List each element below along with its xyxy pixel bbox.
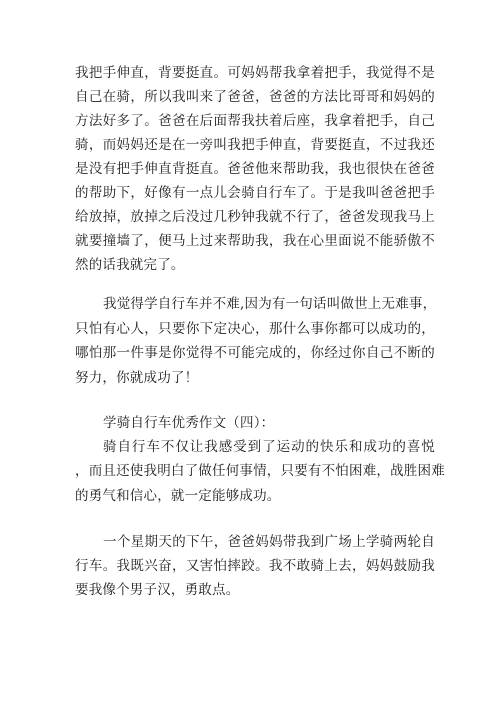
section-heading: 学骑自行车优秀作文（四）： — [103, 415, 275, 431]
paragraph-3-line: 骑自行车不仅让我感受到了运动的快乐和成功的喜悦 — [103, 439, 435, 455]
paragraph-3-line: ，而且还使我明白了做任何事情，只要有不怕困难，战胜困难 — [75, 463, 445, 479]
paragraph-1-line: 方法好多了。爸爸在后面帮我扶着后座，我拿着把手，自己 — [75, 113, 435, 129]
paragraph-4-line: 一个星期天的下午，爸爸妈妈带我到广场上学骑两轮自 — [103, 534, 435, 550]
paragraph-2-line: 只怕有心人，只要你下定决心，那什么事你都可以成功的， — [75, 321, 435, 337]
paragraph-1-line: 就要撞墙了，便马上过来帮助我，我在心里面说不能骄傲不 — [75, 233, 435, 249]
paragraph-1-line: 自己在骑，所以我叫来了爸爸，爸爸的方法比哥哥和妈妈的 — [75, 89, 435, 105]
paragraph-2-line: 我觉得学自行车并不难,因为有一句话叫做世上无难事， — [103, 296, 437, 312]
paragraph-1-line: 我把手伸直，背要挺直。可妈妈帮我拿着把手，我觉得不是 — [75, 65, 435, 81]
paragraph-3-line: 的勇气和信心，就一定能够成功。 — [75, 488, 281, 504]
paragraph-1-line: 给放掉，放掉之后没过几秒钟我就不行了，爸爸发现我马上 — [75, 209, 435, 225]
paragraph-2-line: 哪怕那一件事是你觉得不可能完成的，你经过你自己不断的 — [75, 345, 435, 361]
paragraph-2-line: 努力，你就成功了！ — [75, 370, 199, 386]
paragraph-1-line: 的帮助下，好像有一点儿会骑自行车了。于是我叫爸爸把手 — [75, 185, 435, 201]
paragraph-1-line: 然的话我就完了。 — [75, 257, 185, 273]
paragraph-1-line: 是没有把手伸直背挺直。爸爸他来帮助我，我也很快在爸爸 — [75, 161, 435, 177]
paragraph-4-line: 要我像个男子汉，勇敢点。 — [75, 582, 240, 598]
paragraph-1-line: 骑，而妈妈还是在一旁叫我把手伸直，背要挺直，不过我还 — [75, 137, 435, 153]
paragraph-4-line: 行车。我既兴奋，又害怕摔跤。我不敢骑上去，妈妈鼓励我 — [75, 558, 435, 574]
